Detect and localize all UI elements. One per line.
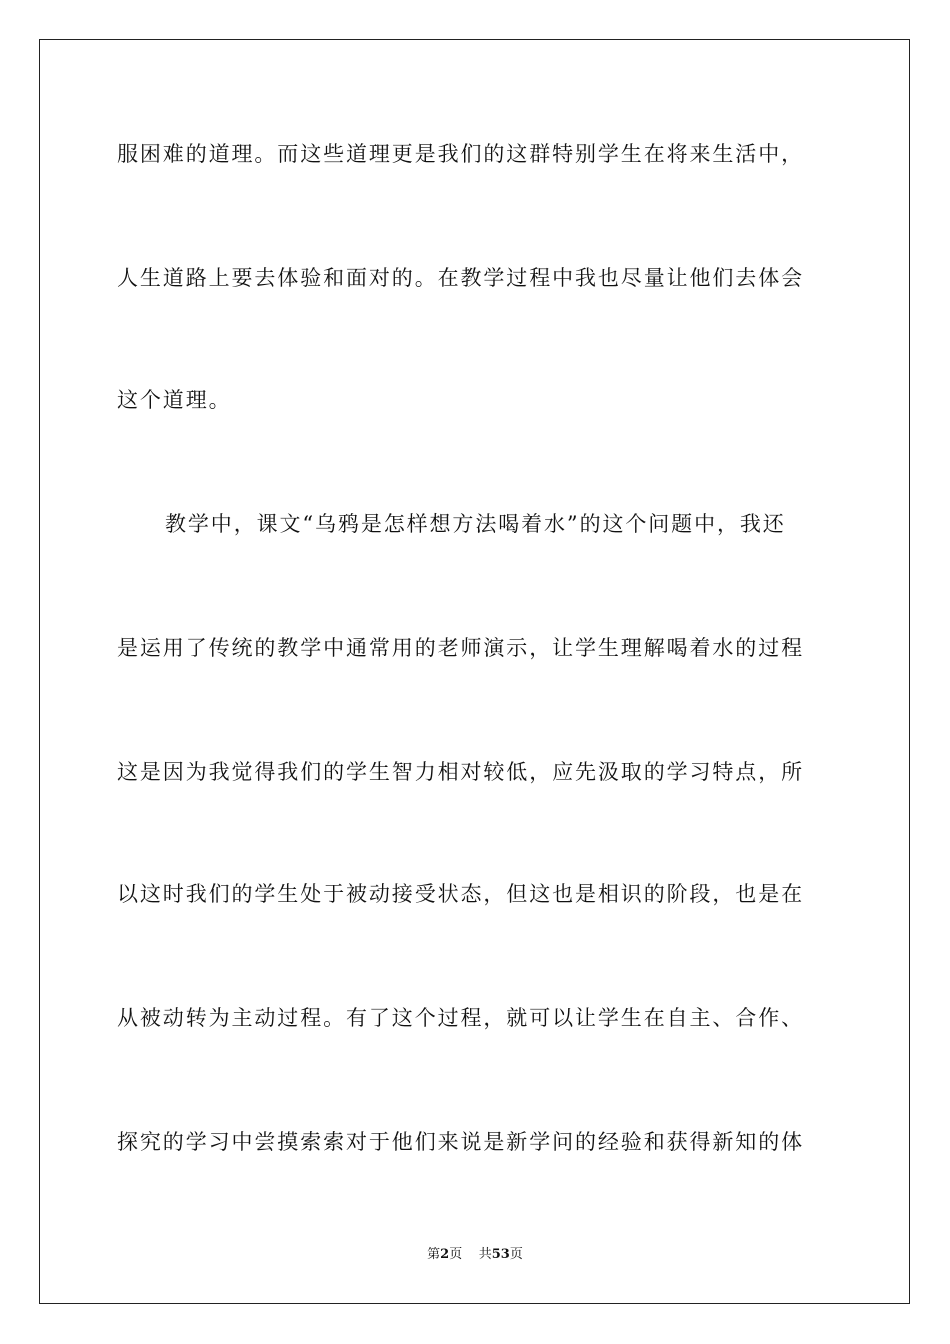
- text-line-5: 是运用了传统的教学中通常用的老师演示，让学生理解喝着水的过程: [117, 636, 804, 660]
- footer-page-number: 2: [440, 1247, 450, 1262]
- text-line-8: 从被动转为主动过程。有了这个过程，就可以让学生在自主、合作、: [117, 1006, 804, 1030]
- text-line-6: 这是因为我觉得我们的学生智力相对较低，应先汲取的学习特点，所: [117, 760, 804, 784]
- text-line-3: 这个道理。: [117, 388, 232, 412]
- text-line-2: 人生道路上要去体验和面对的。在教学过程中我也尽量让他们去体会: [117, 266, 804, 290]
- footer-total-prefix: 共: [478, 1247, 492, 1262]
- text-line-9: 探究的学习中尝摸索索对于他们来说是新学问的经验和获得新知的体: [117, 1130, 804, 1154]
- footer-page-suffix: 页: [449, 1247, 463, 1262]
- text-line-7: 以这时我们的学生处于被动接受状态，但这也是相识的阶段，也是在: [117, 882, 804, 906]
- page-border: [39, 39, 910, 1304]
- text-line-4: 教学中，课文“乌鸦是怎样想方法喝着水”的这个问题中，我还: [165, 512, 786, 536]
- footer-total-suffix: 页: [509, 1247, 523, 1262]
- footer-page-prefix: 第: [427, 1247, 441, 1262]
- page-footer: [0, 1246, 950, 1264]
- text-line-1: 服困难的道理。而这些道理更是我们的这群特别学生在将来生活中，: [117, 142, 804, 166]
- footer-total-pages: 53: [491, 1247, 510, 1262]
